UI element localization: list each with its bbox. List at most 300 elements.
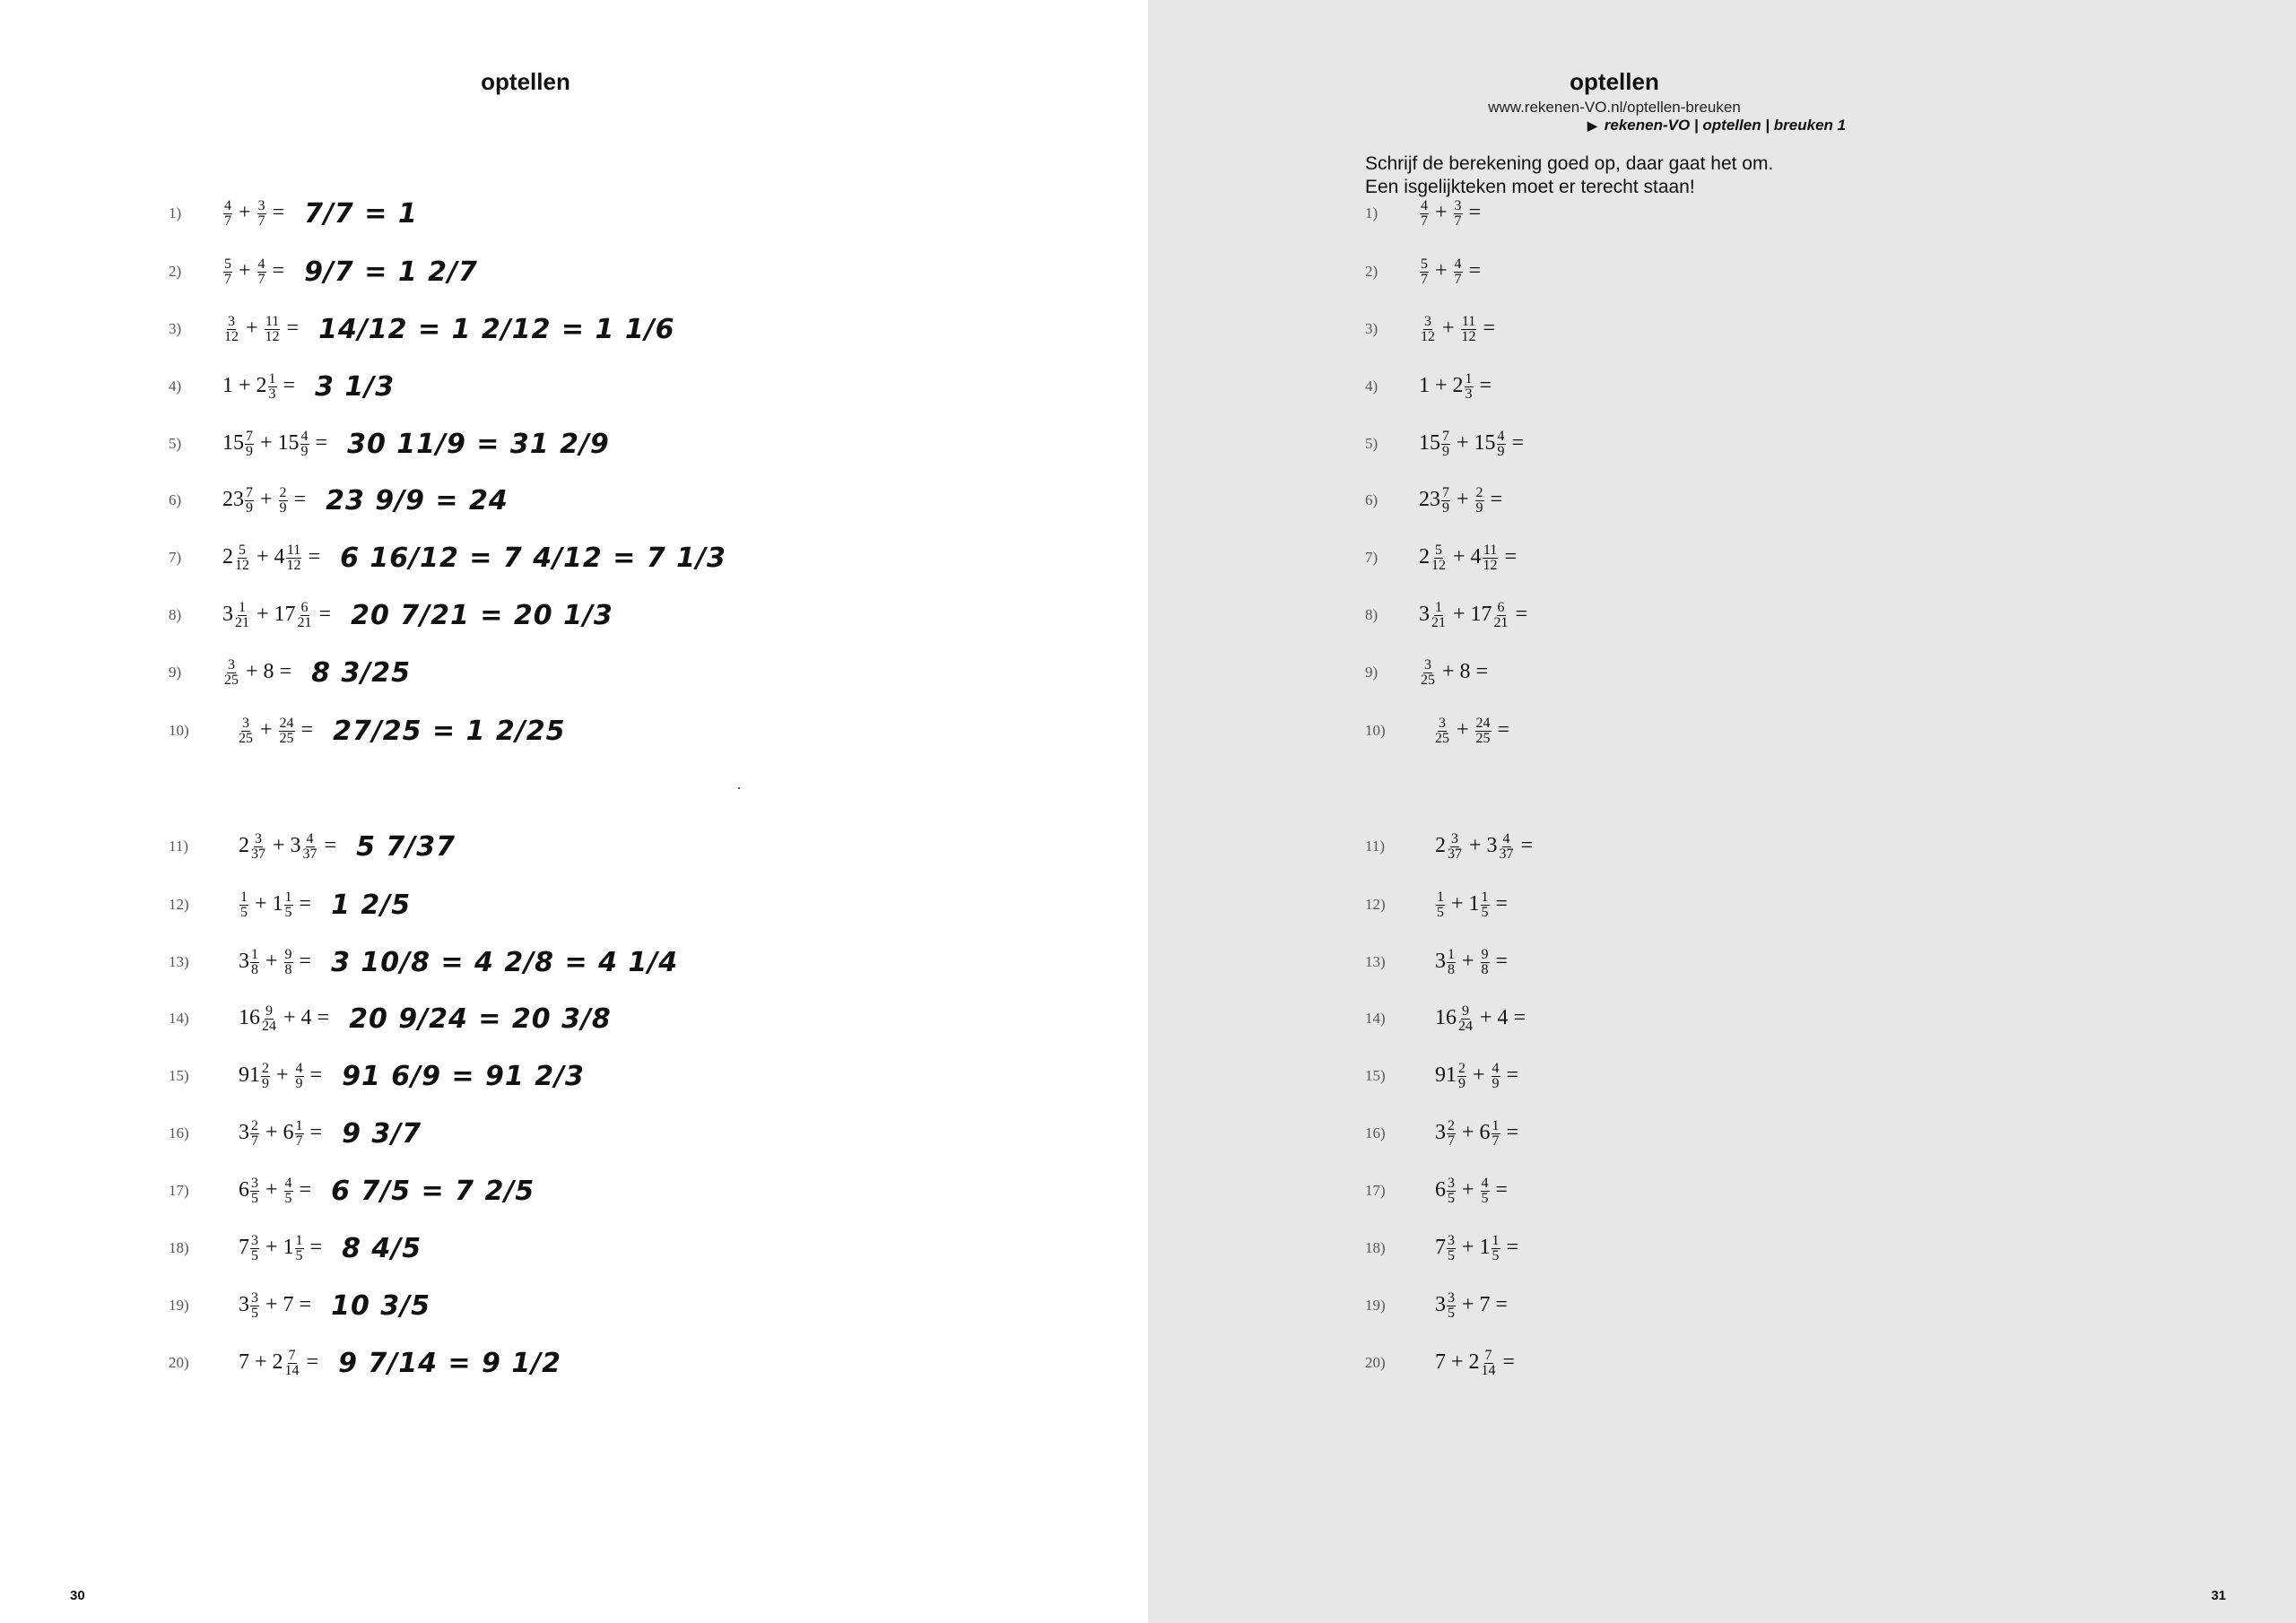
fraction (1475, 486, 1484, 516)
denominator: 7 (1448, 1133, 1455, 1149)
numerator: 3 (1448, 1232, 1455, 1248)
whole-number: 3 (1435, 949, 1446, 973)
denominator: 25 (224, 672, 239, 688)
handwritten-answer: 6 16/12 = 7 4/12 = 7 1/3 (340, 542, 726, 574)
whole-number: 2 (222, 544, 233, 568)
operator: + (1457, 717, 1469, 742)
operator: + (1473, 1063, 1485, 1087)
exercise-number: 3) (1365, 320, 1378, 337)
numerator: 3 (1424, 313, 1431, 329)
numerator: 1 (1437, 889, 1444, 905)
exercise-item (169, 424, 610, 464)
fraction (1441, 486, 1450, 516)
exercise-expression (1435, 1176, 1513, 1206)
exercise-number: 4) (1365, 378, 1378, 395)
denominator: 5 (251, 1247, 258, 1263)
handwritten-answer: 3 1/3 (315, 370, 396, 403)
breadcrumb-text: rekenen-VO | optellen | breuken 1 (1604, 117, 1847, 134)
operator: + (239, 258, 251, 282)
operator: + (1457, 487, 1469, 511)
whole-number: 15 (1419, 430, 1440, 455)
whole-number: 3 (290, 833, 301, 857)
numerator: 1 (239, 599, 246, 615)
operator: + (265, 1177, 278, 1202)
denominator: 7 (224, 213, 231, 229)
exercise-number: 16) (169, 1124, 189, 1141)
operator: = (318, 602, 332, 626)
numerator: 11 (1461, 313, 1476, 329)
fraction (250, 1291, 259, 1321)
numerator: 1 (1492, 1117, 1500, 1133)
numerator: 4 (1502, 830, 1510, 846)
exercise-expression (1419, 658, 1493, 688)
denominator: 9 (246, 499, 253, 516)
exercise-number: 7) (169, 549, 182, 566)
exercise-number: 19) (1365, 1297, 1386, 1314)
operator: + (1462, 1177, 1474, 1202)
fraction (1461, 315, 1477, 344)
numerator: 3 (255, 830, 262, 846)
operator: + (1451, 1350, 1464, 1374)
operator: = (299, 949, 312, 973)
operator: = (1497, 717, 1510, 742)
operator: + (1442, 659, 1455, 683)
denominator: 24 (1458, 1018, 1473, 1034)
handwritten-answer: 9 3/7 (342, 1117, 422, 1150)
exercise-number: 19) (169, 1297, 189, 1314)
handwritten-answer: 10 3/5 (331, 1289, 430, 1322)
instructions (1365, 152, 1773, 199)
exercise-item (169, 309, 675, 349)
numerator: 3 (1448, 1175, 1455, 1191)
exercise-expression (1435, 948, 1513, 977)
fraction (257, 199, 266, 229)
denominator: 25 (239, 730, 253, 746)
denominator: 9 (279, 499, 287, 516)
fraction (1497, 430, 1506, 459)
operator: = (1506, 1235, 1519, 1259)
exercise-item (169, 481, 509, 520)
denominator: 12 (1461, 328, 1476, 344)
whole-number: 7 (283, 1292, 294, 1316)
exercise-item (169, 653, 411, 692)
denominator: 9 (1497, 443, 1505, 459)
denominator: 9 (1475, 499, 1483, 516)
fraction (268, 372, 277, 402)
whole-number: 8 (263, 659, 274, 683)
fraction (1420, 199, 1429, 229)
fraction (295, 1119, 304, 1149)
exercise-item (169, 1228, 422, 1268)
denominator: 7 (1421, 213, 1428, 229)
numerator: 9 (284, 946, 292, 962)
denominator: 25 (1421, 672, 1435, 688)
numerator: 6 (1497, 599, 1505, 615)
operator: = (286, 316, 300, 340)
fraction (1483, 543, 1499, 573)
fraction (1481, 948, 1490, 977)
fraction (234, 543, 250, 573)
fraction (279, 716, 295, 746)
exercise-item (1365, 1114, 1524, 1153)
exercise-item (1365, 1286, 1513, 1325)
exercise-number: 4) (169, 378, 182, 395)
whole-number: 1 (1468, 891, 1480, 916)
exercise-expression (239, 1119, 327, 1149)
numerator: 1 (1448, 946, 1455, 962)
whole-number: 15 (222, 430, 244, 455)
operator: + (1435, 258, 1448, 282)
numerator: 3 (1448, 1289, 1455, 1306)
numerator: 9 (265, 1002, 273, 1019)
exercise-number: 7) (1365, 549, 1378, 566)
operator: = (299, 1177, 312, 1202)
numerator: 1 (295, 1117, 303, 1133)
exercise-number: 5) (169, 435, 182, 452)
exercise-item (1365, 367, 1497, 406)
exercise-number: 8) (169, 606, 182, 623)
operator: + (1453, 602, 1465, 626)
whole-number: 2 (239, 833, 249, 857)
exercise-item (169, 999, 612, 1038)
operator: = (1515, 602, 1528, 626)
operator: = (272, 258, 285, 282)
breadcrumb (1587, 117, 1846, 135)
numerator: 7 (1442, 484, 1449, 500)
numerator: 1 (1492, 1232, 1500, 1248)
fraction (245, 486, 254, 516)
numerator: 6 (300, 599, 309, 615)
whole-number: 3 (1486, 833, 1498, 857)
denominator: 37 (1499, 846, 1514, 862)
handwritten-answer: 8 4/5 (342, 1232, 422, 1264)
operator: = (1468, 258, 1482, 282)
numerator: 3 (1439, 715, 1446, 731)
fraction (1436, 890, 1445, 920)
operator: = (1475, 659, 1489, 683)
handwritten-answer: 23 9/9 = 24 (326, 484, 509, 516)
handwritten-answer: 27/25 = 1 2/25 (333, 715, 566, 747)
operator: + (273, 833, 285, 857)
fraction (250, 1119, 259, 1149)
website-url: www.rekenen-VO.nl/optellen-breuken (1488, 99, 1741, 116)
denominator: 7 (1454, 213, 1462, 229)
fraction (1481, 1349, 1497, 1378)
whole-number: 15 (1474, 430, 1496, 455)
exercise-item (1365, 309, 1500, 349)
whole-number: 2 (1452, 373, 1464, 397)
fraction (1492, 1119, 1500, 1149)
whole-number: 1 (1479, 1235, 1491, 1259)
operator: + (1453, 544, 1465, 568)
numerator: 4 (284, 1175, 292, 1191)
fraction (1493, 601, 1509, 630)
whole-number: 2 (1435, 833, 1446, 857)
exercise-item (1365, 481, 1508, 520)
numerator: 11 (1483, 542, 1498, 558)
exercise-expression (237, 716, 318, 746)
instruction-line-2: Een isgelijkteken moet er terecht staan! (1365, 177, 1695, 197)
exercise-expression (222, 430, 333, 459)
fraction (1431, 543, 1447, 573)
numerator: 11 (265, 313, 280, 329)
exercise-item (1365, 1343, 1520, 1383)
whole-number: 17 (274, 602, 296, 626)
whole-number: 16 (239, 1005, 260, 1029)
operator: = (309, 1063, 323, 1087)
exercise-expression (1435, 1062, 1524, 1091)
operator: + (255, 891, 267, 916)
operator: = (1483, 316, 1496, 340)
fraction (1465, 372, 1474, 402)
operator: = (1495, 1177, 1509, 1202)
exercise-number: 12) (1365, 896, 1386, 913)
operator: + (246, 659, 258, 683)
numerator: 3 (251, 1289, 258, 1306)
exercise-item (169, 538, 726, 577)
exercise-expression (222, 486, 311, 516)
exercise-expression (239, 1349, 324, 1378)
denominator: 12 (1431, 557, 1446, 573)
exercise-expression (239, 832, 342, 862)
whole-number: 2 (256, 373, 267, 397)
fraction (1420, 257, 1429, 287)
fraction (1454, 257, 1463, 287)
denominator: 8 (251, 961, 258, 977)
denominator: 7 (224, 271, 231, 287)
numerator: 3 (251, 1232, 258, 1248)
exercise-item (169, 827, 456, 866)
numerator: 2 (1475, 484, 1483, 500)
operator: = (1506, 1120, 1519, 1144)
operator: + (283, 1005, 296, 1029)
handwritten-answer: 14/12 = 1 2/12 = 1 1/6 (318, 313, 675, 345)
whole-number: 3 (222, 602, 233, 626)
whole-number: 91 (239, 1063, 260, 1087)
operator: = (315, 430, 328, 455)
numerator: 3 (251, 1175, 258, 1191)
exercise-item (1365, 252, 1486, 291)
operator: = (324, 833, 337, 857)
denominator: 12 (1483, 557, 1498, 573)
numerator: 5 (1435, 542, 1442, 558)
exercise-item (1365, 653, 1493, 692)
exercise-number: 18) (1365, 1239, 1386, 1256)
operator: = (1506, 1063, 1519, 1087)
exercise-item (1365, 711, 1515, 751)
numerator: 3 (242, 715, 249, 731)
numerator: 4 (1454, 256, 1462, 272)
numerator: 3 (228, 656, 235, 673)
numerator: 2 (279, 484, 287, 500)
exercise-expression (1419, 199, 1486, 229)
denominator: 8 (1448, 961, 1455, 977)
exercise-number: 2) (169, 263, 182, 280)
exercise-expression (1419, 543, 1522, 573)
numerator: 11 (286, 542, 301, 558)
exercise-number: 11) (169, 838, 189, 855)
handwritten-answer: 91 6/9 = 91 2/3 (342, 1060, 585, 1092)
operator: + (1462, 1120, 1474, 1144)
exercise-item (1365, 999, 1531, 1038)
handwritten-answer: 9 7/14 = 9 1/2 (338, 1347, 562, 1379)
denominator: 5 (1481, 904, 1489, 920)
whole-number: 7 (1435, 1350, 1446, 1374)
numerator: 4 (1481, 1175, 1489, 1191)
denominator: 21 (235, 614, 249, 630)
whole-number: 15 (277, 430, 300, 455)
exercise-expression (1419, 430, 1529, 459)
exercise-number: 14) (1365, 1010, 1386, 1027)
fraction (297, 601, 313, 630)
whole-number: 2 (272, 1350, 283, 1374)
denominator: 5 (1437, 904, 1444, 920)
whole-number: 3 (239, 949, 249, 973)
operator: + (1451, 891, 1464, 916)
whole-number: 4 (274, 544, 285, 568)
numerator: 1 (1481, 889, 1489, 905)
denominator: 25 (279, 730, 294, 746)
denominator: 7 (1492, 1133, 1500, 1149)
operator: = (1468, 200, 1482, 224)
denominator: 3 (1465, 386, 1473, 402)
exercise-number: 16) (1365, 1124, 1386, 1141)
fraction (1447, 832, 1463, 862)
operator: = (272, 200, 285, 224)
numerator: 1 (268, 370, 276, 386)
numerator: 4 (1492, 1060, 1500, 1076)
exercise-expression (222, 315, 304, 344)
denominator: 25 (1435, 730, 1449, 746)
handwritten-answer: 7/7 = 1 (304, 197, 418, 230)
exercise-item (169, 252, 478, 291)
denominator: 37 (1448, 846, 1462, 862)
whole-number: 3 (1435, 1120, 1446, 1144)
exercise-item (169, 1056, 585, 1096)
denominator: 7 (257, 271, 265, 287)
page-title-left: optellen (481, 68, 570, 95)
exercise-number: 18) (169, 1239, 189, 1256)
fraction (1434, 716, 1450, 746)
operator: = (1513, 1005, 1526, 1029)
exercise-number: 8) (1365, 606, 1378, 623)
operator: + (257, 544, 269, 568)
page-right (1148, 0, 2296, 1623)
exercise-expression (1433, 716, 1515, 746)
fraction (250, 1176, 259, 1206)
exercise-item (169, 595, 613, 635)
operator: = (1479, 373, 1492, 397)
operator: + (265, 1120, 278, 1144)
denominator: 5 (251, 1305, 258, 1321)
numerator: 4 (295, 1060, 303, 1076)
whole-number: 1 (272, 891, 283, 916)
exercise-number: 14) (169, 1010, 189, 1027)
denominator: 5 (240, 904, 248, 920)
numerator: 1 (240, 889, 248, 905)
exercise-number: 11) (1365, 838, 1386, 855)
denominator: 24 (262, 1018, 276, 1034)
exercise-number: 12) (169, 896, 189, 913)
whole-number: 7 (1435, 1235, 1446, 1259)
operator: + (265, 1292, 278, 1316)
numerator: 1 (251, 946, 258, 962)
operator: = (308, 544, 321, 568)
fraction (300, 430, 309, 459)
scan-speck (738, 787, 740, 789)
operator: + (260, 717, 273, 742)
denominator: 21 (297, 614, 312, 630)
operator: = (1490, 487, 1503, 511)
denominator: 9 (295, 1075, 303, 1091)
fraction (1431, 601, 1447, 630)
exercise-expression (222, 543, 326, 573)
whole-number: 7 (239, 1235, 249, 1259)
fraction (284, 1176, 293, 1206)
denominator: 9 (262, 1075, 269, 1091)
numerator: 7 (246, 484, 253, 500)
exercise-expression (239, 1176, 317, 1206)
fraction (1499, 832, 1515, 862)
exercise-number: 6) (1365, 491, 1378, 508)
exercise-number: 17) (1365, 1182, 1386, 1199)
denominator: 5 (1448, 1190, 1455, 1206)
exercise-number: 15) (169, 1067, 189, 1084)
whole-number: 6 (239, 1177, 249, 1202)
exercise-item (1365, 595, 1533, 635)
fraction (250, 948, 259, 977)
denominator: 5 (1492, 1247, 1500, 1263)
numerator: 1 (1435, 599, 1442, 615)
denominator: 25 (1475, 730, 1491, 746)
denominator: 3 (268, 386, 276, 402)
numerator: 4 (1497, 428, 1505, 444)
whole-number: 2 (1419, 544, 1430, 568)
operator: = (1511, 430, 1525, 455)
numerator: 7 (1484, 1347, 1492, 1363)
operator: + (1462, 1292, 1474, 1316)
exercise-item (1365, 538, 1522, 577)
exercise-item (1365, 885, 1513, 924)
numerator: 5 (239, 542, 246, 558)
operator: = (1504, 544, 1518, 568)
exercise-item (1365, 942, 1513, 982)
numerator: 1 (1465, 370, 1473, 386)
operator: = (279, 659, 292, 683)
numerator: 7 (288, 1347, 296, 1363)
operator: + (1435, 200, 1448, 224)
fraction (238, 716, 254, 746)
whole-number: 91 (1435, 1063, 1457, 1087)
denominator: 37 (251, 846, 265, 862)
fraction (284, 1349, 300, 1378)
exercise-item (169, 194, 418, 233)
denominator: 8 (1481, 961, 1489, 977)
numerator: 1 (295, 1232, 303, 1248)
exercise-item (1365, 1171, 1513, 1211)
fraction (286, 543, 302, 573)
operator: + (246, 316, 258, 340)
numerator: 24 (1475, 715, 1491, 731)
denominator: 8 (284, 961, 292, 977)
operator: = (1502, 1350, 1516, 1374)
numerator: 5 (224, 256, 231, 272)
denominator: 5 (1448, 1305, 1455, 1321)
denominator: 5 (284, 904, 292, 920)
exercise-expression (1419, 315, 1500, 344)
denominator: 12 (235, 557, 249, 573)
numerator: 2 (1448, 1117, 1455, 1133)
